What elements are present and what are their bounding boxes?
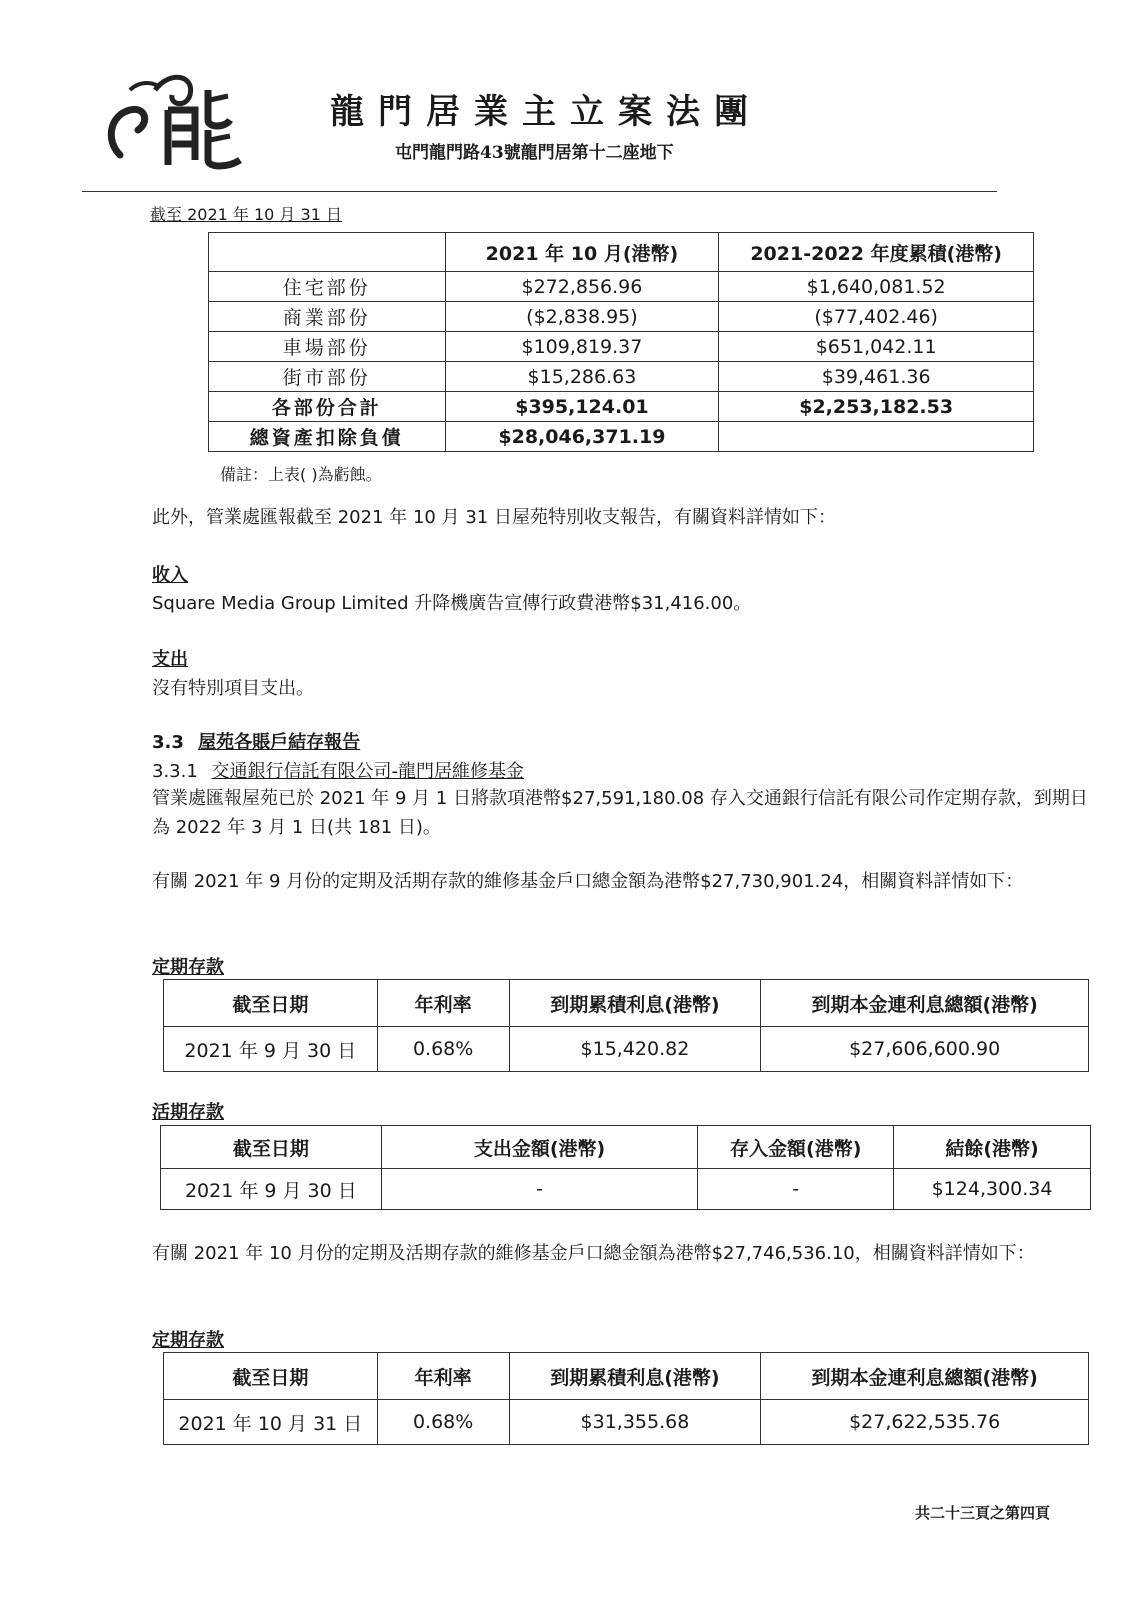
summary-value: ($77,402.46) — [719, 302, 1034, 332]
summary-value: $39,461.36 — [719, 362, 1034, 392]
table-cell: - — [698, 1169, 894, 1210]
summary-value — [719, 422, 1034, 452]
table-cell: 2021 年 9 月 30 日 — [164, 1027, 378, 1072]
table-row — [161, 1169, 1091, 1210]
table-header-row — [161, 1126, 1091, 1169]
fixed-deposit-sep-heading: 定期存款 — [152, 957, 224, 978]
table-header-cell: 年利率 — [377, 1353, 509, 1400]
savings-sep-table — [160, 1125, 1091, 1210]
table-header-cell: 到期累積利息(港幣) — [509, 980, 761, 1027]
summary-header-row — [209, 233, 1034, 272]
as-of-date: 截至 2021 年 10 月 31 日 — [150, 205, 342, 224]
savings-sep-heading: 活期存款 — [152, 1102, 224, 1123]
table-cell: - — [381, 1169, 698, 1210]
page-number: 共二十三頁之第四頁 — [915, 1504, 1051, 1522]
table-cell: $124,300.34 — [894, 1169, 1091, 1210]
table-cell: 2021 年 10 月 31 日 — [164, 1400, 378, 1445]
dragon-logo — [100, 60, 250, 175]
section-number: 3.3 — [152, 732, 184, 753]
september-paragraph: 有關 2021 年 9 月份的定期及活期存款的維修基金戶口總金額為港幣$27,730,901.24，相關資料詳情如下： — [152, 871, 1024, 892]
summary-header-cell: 2021-2022 年度累積(港幣) — [719, 233, 1034, 272]
summary-label: 各部份合計 — [209, 392, 446, 422]
fixed-deposit-oct-table — [163, 1352, 1089, 1445]
table-cell: $15,420.82 — [509, 1027, 761, 1072]
summary-header-cell — [209, 233, 446, 272]
table-header-cell: 支出金額(港幣) — [381, 1126, 698, 1169]
table-note: 備註：上表( )為虧蝕。 — [220, 465, 382, 484]
table-header-cell: 到期本金連利息總額(港幣) — [761, 1353, 1089, 1400]
summary-value: $28,046,371.19 — [445, 422, 719, 452]
subsection-number: 3.3.1 — [152, 761, 198, 782]
section-title: 屋苑各賬戶結存報告 — [198, 732, 361, 753]
fixed-deposit-sep-table — [163, 979, 1089, 1072]
table-header-cell: 截至日期 — [164, 1353, 378, 1400]
summary-value: $395,124.01 — [445, 392, 719, 422]
deposit-paragraph: 管業處匯報屋苑已於 2021 年 9 月 1 日將款項港幣$27,591,180.08 存入交通銀行信託有限公司作定期存款，到期日為 2022 年 3 月 1 日(共 181 日)。 — [152, 788, 1088, 838]
summary-row — [209, 272, 1034, 302]
table-cell: 0.68% — [377, 1027, 509, 1072]
table-header-row — [164, 1353, 1089, 1400]
table-row — [164, 1400, 1089, 1445]
subsection-title: 交通銀行信託有限公司-龍門居維修基金 — [211, 761, 525, 782]
summary-label: 街市部份 — [209, 362, 446, 392]
summary-value: $109,819.37 — [445, 332, 719, 362]
table-cell: $31,355.68 — [509, 1400, 761, 1445]
summary-value: $1,640,081.52 — [719, 272, 1034, 302]
org-address: 屯門龍門路43號龍門居第十二座地下 — [395, 143, 674, 163]
summary-row — [209, 362, 1034, 392]
summary-label: 住宅部份 — [209, 272, 446, 302]
table-row — [164, 1027, 1089, 1072]
subsection-heading — [152, 757, 524, 783]
table-header-cell: 截至日期 — [164, 980, 378, 1027]
summary-label: 車場部份 — [209, 332, 446, 362]
header-divider — [82, 191, 997, 192]
table-cell: $27,606,600.90 — [761, 1027, 1089, 1072]
table-header-cell: 年利率 — [377, 980, 509, 1027]
expense-text: 沒有特別項目支出。 — [152, 678, 314, 699]
fixed-deposit-oct-heading: 定期存款 — [152, 1330, 224, 1351]
summary-value: $272,856.96 — [445, 272, 719, 302]
org-title: 龍門居業主立案法團 — [330, 92, 762, 132]
section-heading — [152, 728, 360, 754]
table-header-cell: 截至日期 — [161, 1126, 382, 1169]
expense-heading: 支出 — [152, 649, 188, 670]
table-header-cell: 存入金額(港幣) — [698, 1126, 894, 1169]
summary-net-assets-row — [209, 422, 1034, 452]
summary-row — [209, 302, 1034, 332]
summary-value: $2,253,182.53 — [719, 392, 1034, 422]
summary-label: 商業部份 — [209, 302, 446, 332]
summary-value: ($2,838.95) — [445, 302, 719, 332]
table-header-row — [164, 980, 1089, 1027]
october-paragraph: 有關 2021 年 10 月份的定期及活期存款的維修基金戶口總金額為港幣$27,746,536.10，相關資料詳情如下： — [152, 1243, 1035, 1264]
table-cell: 2021 年 9 月 30 日 — [161, 1169, 382, 1210]
summary-total-row — [209, 392, 1034, 422]
summary-value: $15,286.63 — [445, 362, 719, 392]
table-header-cell: 到期累積利息(港幣) — [509, 1353, 761, 1400]
table-header-cell: 結餘(港幣) — [894, 1126, 1091, 1169]
income-text: Square Media Group Limited 升降機廣告宣傳行政費港幣$31,416.00。 — [152, 593, 752, 614]
table-header-cell: 到期本金連利息總額(港幣) — [761, 980, 1089, 1027]
summary-header-cell: 2021 年 10 月(港幣) — [445, 233, 719, 272]
intro-paragraph: 此外，管業處匯報截至 2021 年 10 月 31 日屋苑特別收支報告，有關資料詳情如下： — [152, 507, 836, 528]
table-cell: $27,622,535.76 — [761, 1400, 1089, 1445]
summary-table — [208, 232, 1034, 452]
income-heading: 收入 — [152, 565, 188, 586]
table-cell: 0.68% — [377, 1400, 509, 1445]
summary-value: $651,042.11 — [719, 332, 1034, 362]
summary-row — [209, 332, 1034, 362]
summary-label: 總資產扣除負債 — [209, 422, 446, 452]
